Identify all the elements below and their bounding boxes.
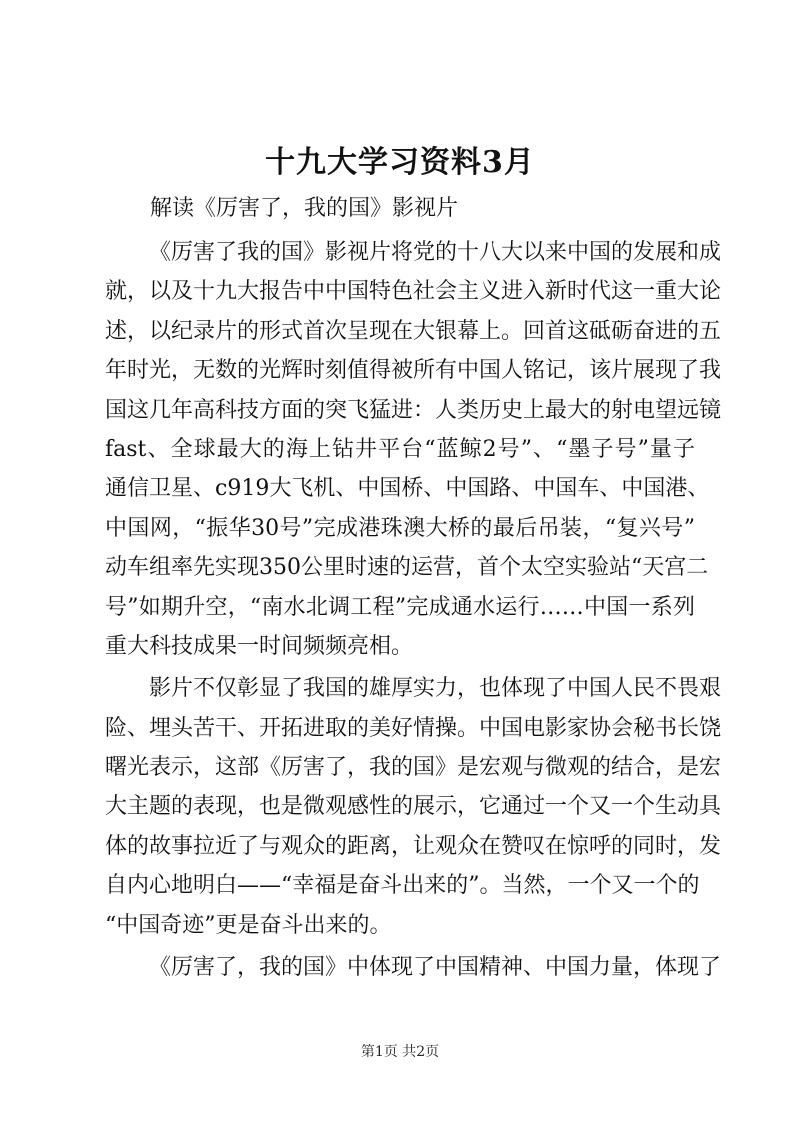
paragraph-line: 曙光表示，这部《厉害了，我的国》是宏观与微观的结合，是宏 xyxy=(105,755,722,781)
paragraph-line: 动车组率先实现350公里时速的运营，首个太空实验站“天宫二 xyxy=(105,555,709,581)
document-title: 十九大学习资料3月 xyxy=(265,145,535,180)
paragraph xyxy=(105,233,722,666)
paragraph-line: 体的故事拉近了与观众的距离，让观众在赞叹在惊呼的同时，发 xyxy=(105,833,722,859)
document-subtitle: 解读《厉害了，我的国》影视片 xyxy=(150,196,459,221)
paragraph-line: 《厉害了，我的国》中体现了中国精神、中国力量，体现了 xyxy=(149,955,722,981)
paragraph-line: 重大科技成果一时间频频亮相。 xyxy=(105,633,414,659)
paragraph-line: 国这几年高科技方面的突飞猛进：人类历史上最大的射电望远镜 xyxy=(105,397,722,423)
paragraph-line: 述，以纪录片的形式首次呈现在大银幕上。回首这砥砺奋进的五 xyxy=(105,318,722,344)
paragraph xyxy=(105,948,722,987)
paragraph-line: 通信卫星、c919大飞机、中国桥、中国路、中国车、中国港、 xyxy=(105,476,710,502)
paragraph-line: 号”如期升空，“南水北调工程”完成通水运行……中国一系列 xyxy=(105,594,695,620)
paragraph-line: 险、埋头苦干、开拓进取的美好情操。中国电影家协会秘书长饶 xyxy=(105,715,722,741)
paragraph-line: 中国网，“振华30号”完成港珠澳大桥的最后吊装，“复兴号” xyxy=(105,515,695,541)
paragraph-line: 就，以及十九大报告中中国特色社会主义进入新时代这一重大论 xyxy=(105,279,722,305)
document-body xyxy=(105,233,722,990)
paragraph-line: 大主题的表现，也是微观感性的展示，它通过一个又一个生动具 xyxy=(105,794,722,820)
paragraph xyxy=(105,669,722,945)
paragraph-line: “中国奇迹”更是奋斗出来的。 xyxy=(105,912,392,938)
paragraph-line: 《厉害了我的国》影视片将党的十八大以来中国的发展和成 xyxy=(149,240,722,265)
paragraph-line: fast、全球最大的海上钻井平台“蓝鲸2号”、“墨子号”量子 xyxy=(105,436,695,462)
paragraph-line: 自内心地明白——“幸福是奋斗出来的”。当然，一个又一个的 xyxy=(105,873,700,899)
paragraph-line: 年时光，无数的光辉时刻值得被所有中国人铭记，该片展现了我 xyxy=(105,358,722,384)
page-footer: 第1页 共2页 xyxy=(360,1044,440,1060)
paragraph-line: 影片不仅彰显了我国的雄厚实力，也体现了中国人民不畏艰 xyxy=(149,676,722,702)
